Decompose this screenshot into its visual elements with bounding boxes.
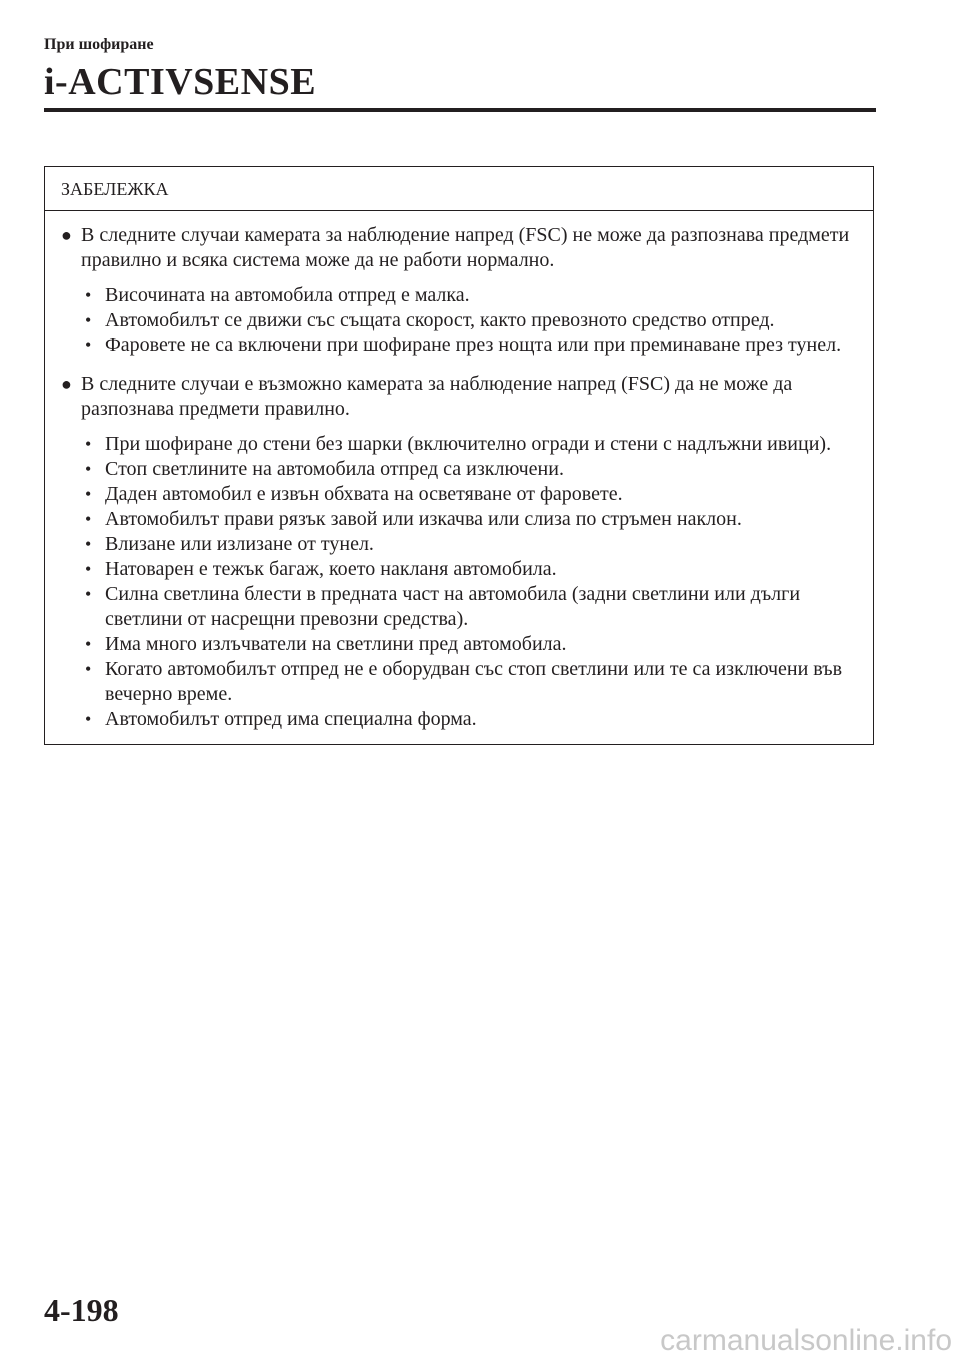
list-item-text: Автомобилът отпред има специална форма. <box>105 708 477 730</box>
note-item <box>61 223 859 358</box>
page-title: i-ACTIVSENSE <box>44 61 317 103</box>
list-item-text: Фаровете не са включени при шофиране през нощта или при преминаване през тунел. <box>105 334 842 356</box>
bullet-icon: • <box>85 509 92 529</box>
bullet-icon: • <box>85 709 92 729</box>
bullet-icon: • <box>85 559 92 579</box>
list-item <box>81 532 859 557</box>
note-sublist <box>81 283 859 358</box>
bullet-icon: • <box>85 310 92 330</box>
list-item <box>81 707 859 732</box>
list-item <box>81 482 859 507</box>
list-item-text: Силна светлина блести в предната част на автомобила (задни светлини или дълги светлини от насрещни превозни средства). <box>105 583 801 630</box>
bullet-icon: • <box>85 434 92 454</box>
list-item-text: Автомобилът прави рязък завой или изкачва или слиза по стръмен наклон. <box>105 508 742 530</box>
list-item <box>81 507 859 532</box>
section-name: При шофиране <box>44 36 154 53</box>
list-item <box>81 457 859 482</box>
note-item-text: В следните случаи е възможно камерата за наблюдение напред (FSC) да не може да разпознава предмети правилно. <box>81 373 793 420</box>
list-item <box>81 657 859 707</box>
list-item-text: Влизане или излизане от тунел. <box>105 533 374 555</box>
bullet-icon: • <box>85 534 92 554</box>
bullet-icon: • <box>85 285 92 305</box>
list-item-text: Даден автомобил е извън обхвата на осветяване от фаровете. <box>105 483 623 505</box>
bullet-icon: • <box>85 584 92 604</box>
page-number: 4-198 <box>44 1292 119 1328</box>
list-item-text: Натоварен е тежък багаж, което накланя автомобила. <box>105 558 557 580</box>
list-item-text: Височината на автомобила отпред е малка. <box>105 284 470 306</box>
list-item-text: При шофиране до стени без шарки (включително огради и стени с надлъжни ивици). <box>105 433 832 455</box>
bullet-icon: • <box>85 634 92 654</box>
list-item <box>81 557 859 582</box>
header-rule <box>44 108 876 112</box>
list-item <box>81 308 859 333</box>
list-item <box>81 632 859 657</box>
note-sublist <box>81 432 859 732</box>
bullet-icon: • <box>85 335 92 355</box>
note-item <box>61 372 859 732</box>
list-item-text: Когато автомобилът отпред не е оборудван със стоп светлини или те са изключени във вечерно време. <box>105 658 843 705</box>
page-header <box>44 36 876 104</box>
list-item <box>81 283 859 308</box>
watermark: carmanualsonline.info <box>660 1324 952 1357</box>
list-item-text: Има много излъчватели на светлини пред автомобила. <box>105 633 567 655</box>
bullet-icon: ● <box>61 225 72 245</box>
note-heading: ЗАБЕЛЕЖКА <box>45 167 873 211</box>
note-item-text: В следните случаи камерата за наблюдение напред (FSC) не може да разпознава предмети правилно и всяка система може да не работи нормално. <box>81 224 850 271</box>
bullet-icon: • <box>85 659 92 679</box>
list-item <box>81 582 859 632</box>
note-body <box>45 211 873 744</box>
bullet-icon: ● <box>61 374 72 394</box>
bullet-icon: • <box>85 459 92 479</box>
list-item <box>81 333 859 358</box>
list-item-text: Стоп светлините на автомобила отпред са изключени. <box>105 458 564 480</box>
list-item-text: Автомобилът се движи със същата скорост, както превозното средство отпред. <box>105 309 775 331</box>
note-box <box>44 166 874 745</box>
list-item <box>81 432 859 457</box>
bullet-icon: • <box>85 484 92 504</box>
